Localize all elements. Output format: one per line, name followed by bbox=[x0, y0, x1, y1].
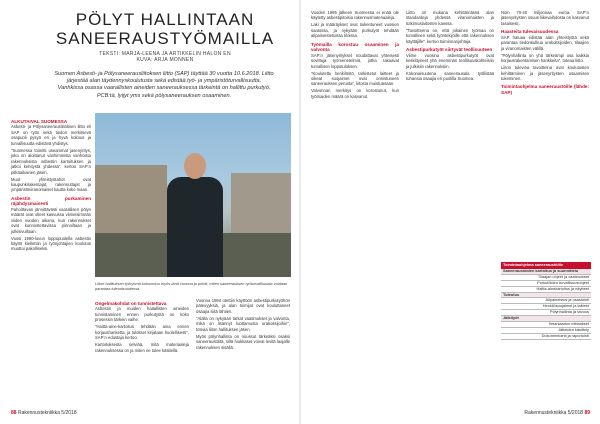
paragraph: Kartoituksesta selviää, mitä materiaaleja rakennuksessa on ja miten ne tulee käsitellä. bbox=[95, 342, 189, 353]
paragraph: "Koulutettu henkilöstö, tarkistetut laitteet ja oikeat suojaimet ovat onnistuneen saneerauksen perusta", liitosta muistutetaan. bbox=[311, 70, 399, 87]
table-row: Purkutöiden turvallisuusohjeet bbox=[501, 281, 591, 287]
table-category-row: Toteutus bbox=[501, 293, 591, 299]
table-row: Henkilösuojaimet ja laitteet bbox=[501, 304, 591, 310]
subheading: Haasteita tulevaisuudessa bbox=[501, 29, 559, 35]
photo-building-left bbox=[95, 165, 167, 235]
right-page bbox=[301, 0, 600, 424]
magazine-name-right: Rakennustekniikka 5/2018 bbox=[524, 410, 584, 416]
right-column-2 bbox=[406, 10, 494, 83]
photo-caption: Liiton hallituksen työryhmä kokoontuu myös tänä vuonna ja pohtii, miten saneerauksen työturvallisuutta voidaan parantaa tulevaisuudessa. bbox=[95, 281, 288, 291]
table-category-row: Jälkityöt bbox=[501, 316, 591, 322]
page-number-right: 89 bbox=[584, 410, 590, 416]
paragraph: "Alalla on nykyään tarkat vaatimukset ja valvonta, mikä on lisännyt luottamusta urakoitsijoihin", toteaa liiton hallituksen jäsen. bbox=[196, 315, 290, 332]
byline-text: TEKSTI: MARJA-LEENA JA ARTIKKELIN HALON EN bbox=[99, 51, 231, 57]
table-row: Alipaineistus ja osastointi bbox=[501, 298, 591, 304]
paragraph: Muut yhteistyötahot ovat kaupunkirakentajat, rakennuttajat ja ympäristöviranomaiset kautta koko maan. bbox=[11, 176, 91, 193]
right-column-1 bbox=[311, 10, 399, 101]
program-table bbox=[501, 262, 591, 340]
table-category-row: Saneeraustöiden kartoitus ja suunnittelu bbox=[501, 269, 591, 275]
photo-person bbox=[167, 153, 223, 277]
left-column-1 bbox=[11, 116, 91, 253]
paragraph: Asbesti- ja Pölysaneerausliitoksen liitto eli SAP on työn sekä tiedon merkitsevä osapuoli pysyä eri ja hyvä kokous ja turvallisuutta edistävä yhdistys. bbox=[11, 124, 91, 146]
page-number-left: 88 bbox=[11, 410, 17, 416]
lead-paragraph: Suomen Asbesti- ja Pölysaneerausliitoksen liitto (SAP) täyttää 30 vuotta 10.6.2018. Liitto järjestää alan täydennyskoulutusta sekä edistää työ- ja ympäristöturvallisuutta. Vanhkissa osassa vaarallisten aineiden saneerauksessa tärkeintä on hallittu purkutyö, PCB:tä, lyijyt yms sekä pölysaneerauksen osaaminen. bbox=[54, 71, 274, 99]
table-row: Ilmanlaadun mittaukset bbox=[501, 322, 591, 328]
paragraph: Vuosi 1990-luvun loppupuolella asbestin käyttö kiellettiin ja työnjohtajien koulutus muuttui pakolliseksi. bbox=[11, 235, 91, 252]
left-column-3 bbox=[196, 298, 290, 352]
photo-person-body bbox=[167, 177, 223, 277]
paragraph: "Suomessa toimitti useammat jasenyritys, joka on aloittanut vanhimmista vanhoista rakennuksista asbestin kartoituksen ja jatkoi kehitystä yhdessä", kertoo SAP:n pitkäaikainen jäsen. bbox=[11, 147, 91, 175]
magazine-name-left: Rakennustekniikka 5/2018 bbox=[17, 410, 77, 416]
table-row: Dokumentointi ja raportointi bbox=[501, 334, 591, 340]
paragraph: Noin 70-40 miljoonaa euroa. SAP:n jäsenyritysten osuus liikevaihdosta on kasvanut tasaisesti. bbox=[501, 10, 589, 26]
subheading: Toimintaohjelma saneeraustöille (lähde: SAP) bbox=[501, 84, 589, 95]
photo-building-right bbox=[231, 173, 291, 233]
table-header: Toimintaohjelma saneeraustöille bbox=[501, 262, 591, 269]
left-page bbox=[0, 0, 299, 424]
paragraph: Laki ja määräykset ovat tiukentuneet vuosien saatossa, ja nykyään purkutyöt tehdään alipaineistetuissa tiloissa. bbox=[311, 22, 399, 39]
table-row: Jätteiden käsittely bbox=[501, 328, 591, 334]
folio-right bbox=[524, 410, 590, 416]
paragraph: Kokonaisuutena saneerausala työllistää tuhansia osaajia eri puolilla Suomea. bbox=[406, 70, 494, 81]
paragraph: Vuoden 1995 jälkeen Suomessa ei enää ole käytetty asbestipitoisia rakennusmateriaaleja. bbox=[311, 10, 399, 21]
photo-person-head bbox=[184, 153, 206, 179]
subheading: Työmailla korostuu osaaminen ja valvonta bbox=[311, 41, 399, 53]
paragraph: SAP:n jäsenyritykset noudattavat yhteisesti sovittuja työmenetelmiä, jotka takaavat turvallisen lopputuloksen. bbox=[311, 52, 399, 69]
paragraph: Liitto on mukana kehittämässä alan standardeja yhdessä viranomaisten ja tutkimuslaitosten kanssa. bbox=[406, 10, 494, 26]
subheading: Asbestin purkaminen räjähdysmaisesti bbox=[11, 195, 91, 207]
article-title bbox=[40, 10, 290, 48]
folio-left bbox=[11, 410, 77, 416]
paragraph: Viime vuosina asbestipurkutyöt ovat keskittyneet yhä enemmän teollisuuskohteisiin ja julkisiin rakennuksiin. bbox=[406, 52, 494, 69]
paragraph: Valvonnan merkitys on korostunut, kun työmaiden määrä on kasvanut. bbox=[311, 88, 399, 99]
paragraph: SAP haluaa edistää alan yhteistyötä sekä parantaa tiedonkulkua urakoitsijoiden, tilaajien ja viranomaisten välillä. bbox=[501, 34, 589, 51]
paragraph: Pahoittavan jännittävästi vaarallisen pölyn määrät ovat olleet kasvussa viimeisimmän viiden vuoden aikana, kun rakennukset ovat kunnostettavissa pinnoiltaan ja julkisivuiltaan. bbox=[11, 206, 91, 234]
subheading: ALKUTAIVAL SUOMESSA bbox=[11, 119, 68, 124]
paragraph: Vuonna 1994 otettiin käyttöön asbestipurkutyöhön pätevyyksiä, ja alan toimijat ovat kouluttaneet osaajia siitä lähtien. bbox=[196, 298, 290, 314]
left-column-2 bbox=[95, 298, 189, 355]
table-row: Haitta-ainekartoitus ja näytteet bbox=[501, 287, 591, 293]
table-row: Pölynhallinta ja siivous bbox=[501, 310, 591, 316]
table-row: Tilaajan ohjeet ja vaatimukset bbox=[501, 275, 591, 281]
title-line-1: PÖLYT HALLINTAAN bbox=[75, 10, 255, 29]
paragraph: Myös pölynhallinta on noussut tärkeäksi osaksi saneeraustöitä, sillä hiukkaset voivat levitä laajalle rakennuksen sisällä. bbox=[196, 333, 290, 350]
table-body bbox=[501, 269, 591, 340]
paragraph: Asbestin ja muiden haitallisten aineiden tunnistaminen ennen purkutyötä on koko prosessin tärkein vaihe. bbox=[95, 306, 189, 323]
article-photo bbox=[95, 113, 291, 277]
paragraph: "Pölynhallinta on yhä tärkeämpi osa kaikkia korjausrakentamisen hankkeita", toteaa liitto. bbox=[501, 52, 589, 64]
byline bbox=[40, 51, 290, 63]
paragraph: "Tavoitteena on, että jokainen työmaa on turvallinen sekä työntekijöille että rakennuksen käyttäjille", kertoo toiminnanjohtaja. bbox=[406, 27, 494, 44]
paragraph: "Haitta-aine-kartoitus tehdään aina ennen korjaushanketta, ja tulokset kirjataan huolellisesti", SAP:n edustaja kertoo. bbox=[95, 324, 189, 341]
paragraph: Liiton tulevina tavoitteina ovat koulutusten kehittäminen ja jäsenyritysten osaamisen tukeminen. bbox=[501, 65, 589, 81]
title-line-2: SANEERAUSTYÖMAILLA bbox=[55, 29, 275, 48]
subheading: Ongelmakohdat on tunnistettava bbox=[95, 301, 167, 306]
subheading: Asbestipurkutyöt siirtyvät teollisuuteen bbox=[406, 47, 493, 53]
photo-credit: KUVA: ARJA MONNEN bbox=[136, 57, 194, 63]
right-column-3 bbox=[501, 10, 589, 95]
